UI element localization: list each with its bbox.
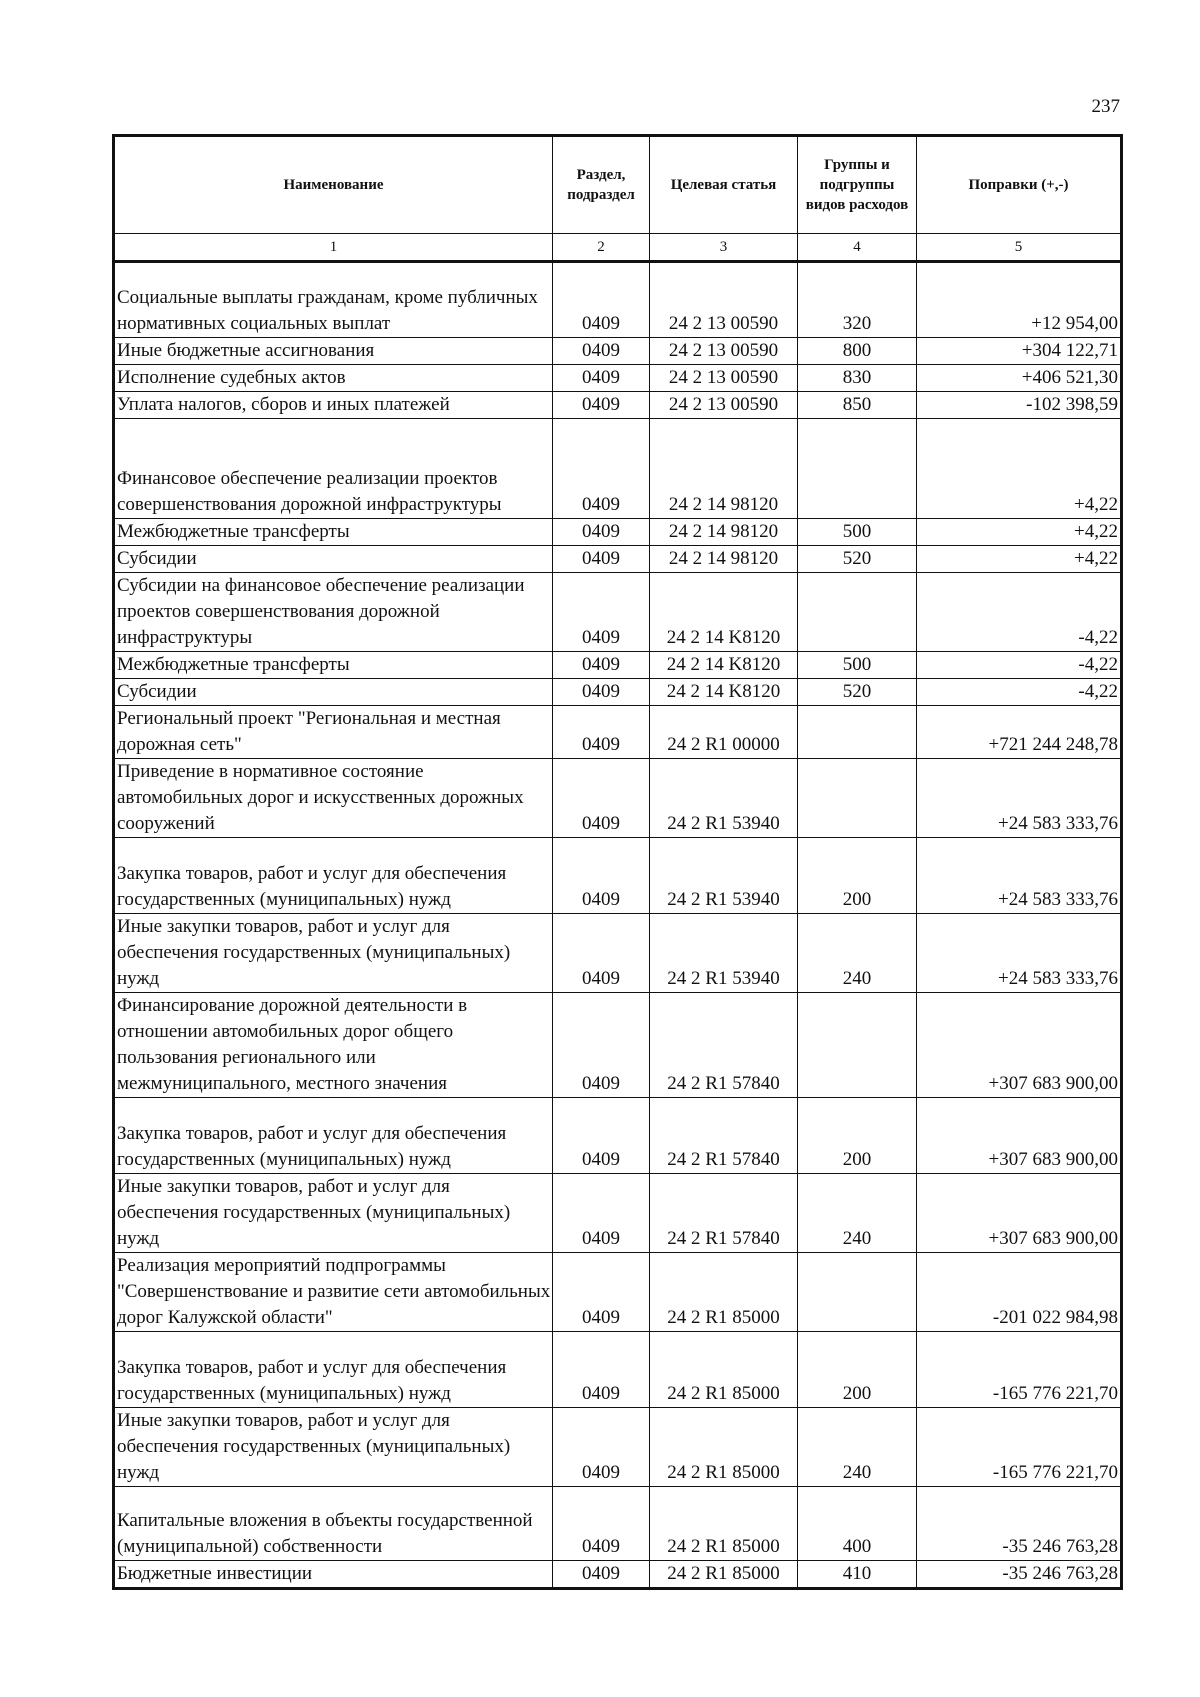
row-section-code: 0409: [553, 573, 650, 652]
row-name: Межбюджетные трансферты: [114, 519, 553, 546]
header-name: Наименование: [114, 136, 553, 234]
table-row: [114, 392, 1122, 419]
row-expense-group: 410: [798, 1561, 917, 1589]
row-amendment-amount: +4,22: [917, 519, 1122, 546]
column-number: 3: [650, 234, 798, 262]
row-section-code: 0409: [553, 1408, 650, 1487]
row-target-article: 24 2 R1 85000: [650, 1253, 798, 1332]
table-row: [114, 679, 1122, 706]
row-section-code: 0409: [553, 838, 650, 914]
row-amendment-amount: +12 954,00: [917, 262, 1122, 338]
table-row: [114, 573, 1122, 652]
row-amendment-amount: +406 521,30: [917, 365, 1122, 392]
table-row: [114, 519, 1122, 546]
row-target-article: 24 2 R1 85000: [650, 1408, 798, 1487]
row-target-article: 24 2 R1 85000: [650, 1561, 798, 1589]
row-expense-group: 520: [798, 679, 917, 706]
row-target-article: 24 2 14 K8120: [650, 652, 798, 679]
row-name: Финансирование дорожной деятельности в отношении автомобильных дорог общего пользования регионального или межмуниципального, местного значения: [114, 993, 553, 1098]
table-row: [114, 1174, 1122, 1253]
row-amendment-amount: +307 683 900,00: [917, 1174, 1122, 1253]
row-name: Региональный проект "Региональная и местная дорожная сеть": [114, 706, 553, 759]
row-amendment-amount: -165 776 221,70: [917, 1408, 1122, 1487]
table-row: [114, 1098, 1122, 1174]
row-section-code: 0409: [553, 914, 650, 993]
row-target-article: 24 2 R1 85000: [650, 1487, 798, 1561]
row-expense-group: 830: [798, 365, 917, 392]
row-expense-group: [798, 573, 917, 652]
row-section-code: 0409: [553, 1253, 650, 1332]
column-number: 2: [553, 234, 650, 262]
row-amendment-amount: -102 398,59: [917, 392, 1122, 419]
header-amendments: Поправки (+,-): [917, 136, 1122, 234]
row-name: Иные закупки товаров, работ и услуг для обеспечения государственных (муниципальных) нужд: [114, 1174, 553, 1253]
table-row: [114, 1253, 1122, 1332]
row-target-article: 24 2 14 98120: [650, 419, 798, 519]
row-section-code: 0409: [553, 519, 650, 546]
header-target-article: Целевая статья: [650, 136, 798, 234]
row-section-code: 0409: [553, 546, 650, 573]
row-target-article: 24 2 R1 53940: [650, 838, 798, 914]
row-expense-group: [798, 706, 917, 759]
row-section-code: 0409: [553, 419, 650, 519]
table-row: [114, 546, 1122, 573]
row-target-article: 24 2 R1 53940: [650, 759, 798, 838]
row-target-article: 24 2 R1 85000: [650, 1332, 798, 1408]
table-row: [114, 838, 1122, 914]
table-body: [114, 262, 1122, 1589]
row-name: Иные бюджетные ассигнования: [114, 338, 553, 365]
table-row: [114, 338, 1122, 365]
row-amendment-amount: -4,22: [917, 679, 1122, 706]
row-name: Закупка товаров, работ и услуг для обеспечения государственных (муниципальных) нужд: [114, 1098, 553, 1174]
row-section-code: 0409: [553, 365, 650, 392]
row-target-article: 24 2 13 00590: [650, 392, 798, 419]
table-row: [114, 914, 1122, 993]
row-name: Закупка товаров, работ и услуг для обеспечения государственных (муниципальных) нужд: [114, 838, 553, 914]
row-target-article: 24 2 13 00590: [650, 338, 798, 365]
row-expense-group: 500: [798, 519, 917, 546]
row-expense-group: [798, 419, 917, 519]
row-expense-group: 800: [798, 338, 917, 365]
row-expense-group: 320: [798, 262, 917, 338]
header-row: [114, 136, 1122, 234]
row-section-code: 0409: [553, 993, 650, 1098]
table-row: [114, 1408, 1122, 1487]
row-target-article: 24 2 13 00590: [650, 262, 798, 338]
column-number: 4: [798, 234, 917, 262]
row-expense-group: 850: [798, 392, 917, 419]
row-target-article: 24 2 R1 53940: [650, 914, 798, 993]
table-row: [114, 759, 1122, 838]
row-amendment-amount: +24 583 333,76: [917, 759, 1122, 838]
row-expense-group: [798, 993, 917, 1098]
row-expense-group: 400: [798, 1487, 917, 1561]
row-amendment-amount: -35 246 763,28: [917, 1487, 1122, 1561]
row-target-article: 24 2 14 K8120: [650, 573, 798, 652]
header-section: Раздел, подраздел: [553, 136, 650, 234]
row-section-code: 0409: [553, 1098, 650, 1174]
budget-amendments-table: [112, 134, 1123, 1590]
column-number-row: [114, 234, 1122, 262]
row-name: Финансовое обеспечение реализации проектов совершенствования дорожной инфраструктуры: [114, 419, 553, 519]
row-target-article: 24 2 R1 57840: [650, 993, 798, 1098]
row-name: Уплата налогов, сборов и иных платежей: [114, 392, 553, 419]
table-row: [114, 365, 1122, 392]
row-section-code: 0409: [553, 1561, 650, 1589]
row-amendment-amount: +307 683 900,00: [917, 1098, 1122, 1174]
row-section-code: 0409: [553, 262, 650, 338]
table-row: [114, 1561, 1122, 1589]
row-target-article: 24 2 13 00590: [650, 365, 798, 392]
table-row: [114, 993, 1122, 1098]
row-section-code: 0409: [553, 1487, 650, 1561]
column-number: 1: [114, 234, 553, 262]
row-section-code: 0409: [553, 679, 650, 706]
row-name: Закупка товаров, работ и услуг для обеспечения государственных (муниципальных) нужд: [114, 1332, 553, 1408]
row-amendment-amount: -165 776 221,70: [917, 1332, 1122, 1408]
row-expense-group: [798, 759, 917, 838]
row-amendment-amount: +4,22: [917, 546, 1122, 573]
row-name: Иные закупки товаров, работ и услуг для обеспечения государственных (муниципальных) нужд: [114, 1408, 553, 1487]
row-amendment-amount: +24 583 333,76: [917, 838, 1122, 914]
row-name: Бюджетные инвестиции: [114, 1561, 553, 1589]
row-amendment-amount: +304 122,71: [917, 338, 1122, 365]
row-expense-group: 520: [798, 546, 917, 573]
table-row: [114, 706, 1122, 759]
row-expense-group: 240: [798, 914, 917, 993]
column-number: 5: [917, 234, 1122, 262]
table-row: [114, 1487, 1122, 1561]
row-target-article: 24 2 R1 00000: [650, 706, 798, 759]
row-section-code: 0409: [553, 759, 650, 838]
row-name: Социальные выплаты гражданам, кроме публичных нормативных социальных выплат: [114, 262, 553, 338]
row-amendment-amount: -4,22: [917, 652, 1122, 679]
row-name: Субсидии: [114, 679, 553, 706]
row-amendment-amount: -35 246 763,28: [917, 1561, 1122, 1589]
table-row: [114, 419, 1122, 519]
row-amendment-amount: +307 683 900,00: [917, 993, 1122, 1098]
row-expense-group: [798, 1253, 917, 1332]
row-target-article: 24 2 R1 57840: [650, 1174, 798, 1253]
row-expense-group: 200: [798, 838, 917, 914]
row-name: Исполнение судебных актов: [114, 365, 553, 392]
row-name: Приведение в нормативное состояние автомобильных дорог и искусственных дорожных сооружений: [114, 759, 553, 838]
row-target-article: 24 2 14 98120: [650, 519, 798, 546]
row-expense-group: 200: [798, 1098, 917, 1174]
page-number: 237: [1091, 96, 1120, 117]
row-expense-group: 500: [798, 652, 917, 679]
row-name: Иные закупки товаров, работ и услуг для обеспечения государственных (муниципальных) нужд: [114, 914, 553, 993]
row-section-code: 0409: [553, 706, 650, 759]
row-name: Субсидии: [114, 546, 553, 573]
table-row: [114, 262, 1122, 338]
row-amendment-amount: -4,22: [917, 573, 1122, 652]
row-expense-group: 240: [798, 1174, 917, 1253]
row-expense-group: 200: [798, 1332, 917, 1408]
row-name: Субсидии на финансовое обеспечение реализации проектов совершенствования дорожной инфраструктуры: [114, 573, 553, 652]
row-section-code: 0409: [553, 1332, 650, 1408]
row-expense-group: 240: [798, 1408, 917, 1487]
row-section-code: 0409: [553, 338, 650, 365]
row-target-article: 24 2 R1 57840: [650, 1098, 798, 1174]
row-target-article: 24 2 14 98120: [650, 546, 798, 573]
row-name: Капитальные вложения в объекты государственной (муниципальной) собственности: [114, 1487, 553, 1561]
row-amendment-amount: -201 022 984,98: [917, 1253, 1122, 1332]
row-section-code: 0409: [553, 392, 650, 419]
row-amendment-amount: +4,22: [917, 419, 1122, 519]
row-amendment-amount: +721 244 248,78: [917, 706, 1122, 759]
row-name: Реализация мероприятий подпрограммы "Совершенствование и развитие сети автомобильных дорог Калужской области": [114, 1253, 553, 1332]
row-amendment-amount: +24 583 333,76: [917, 914, 1122, 993]
row-section-code: 0409: [553, 1174, 650, 1253]
table-row: [114, 1332, 1122, 1408]
row-name: Межбюджетные трансферты: [114, 652, 553, 679]
row-section-code: 0409: [553, 652, 650, 679]
row-target-article: 24 2 14 K8120: [650, 679, 798, 706]
table-row: [114, 652, 1122, 679]
header-expense-groups: Группы и подгруппы видов расходов: [798, 136, 917, 234]
